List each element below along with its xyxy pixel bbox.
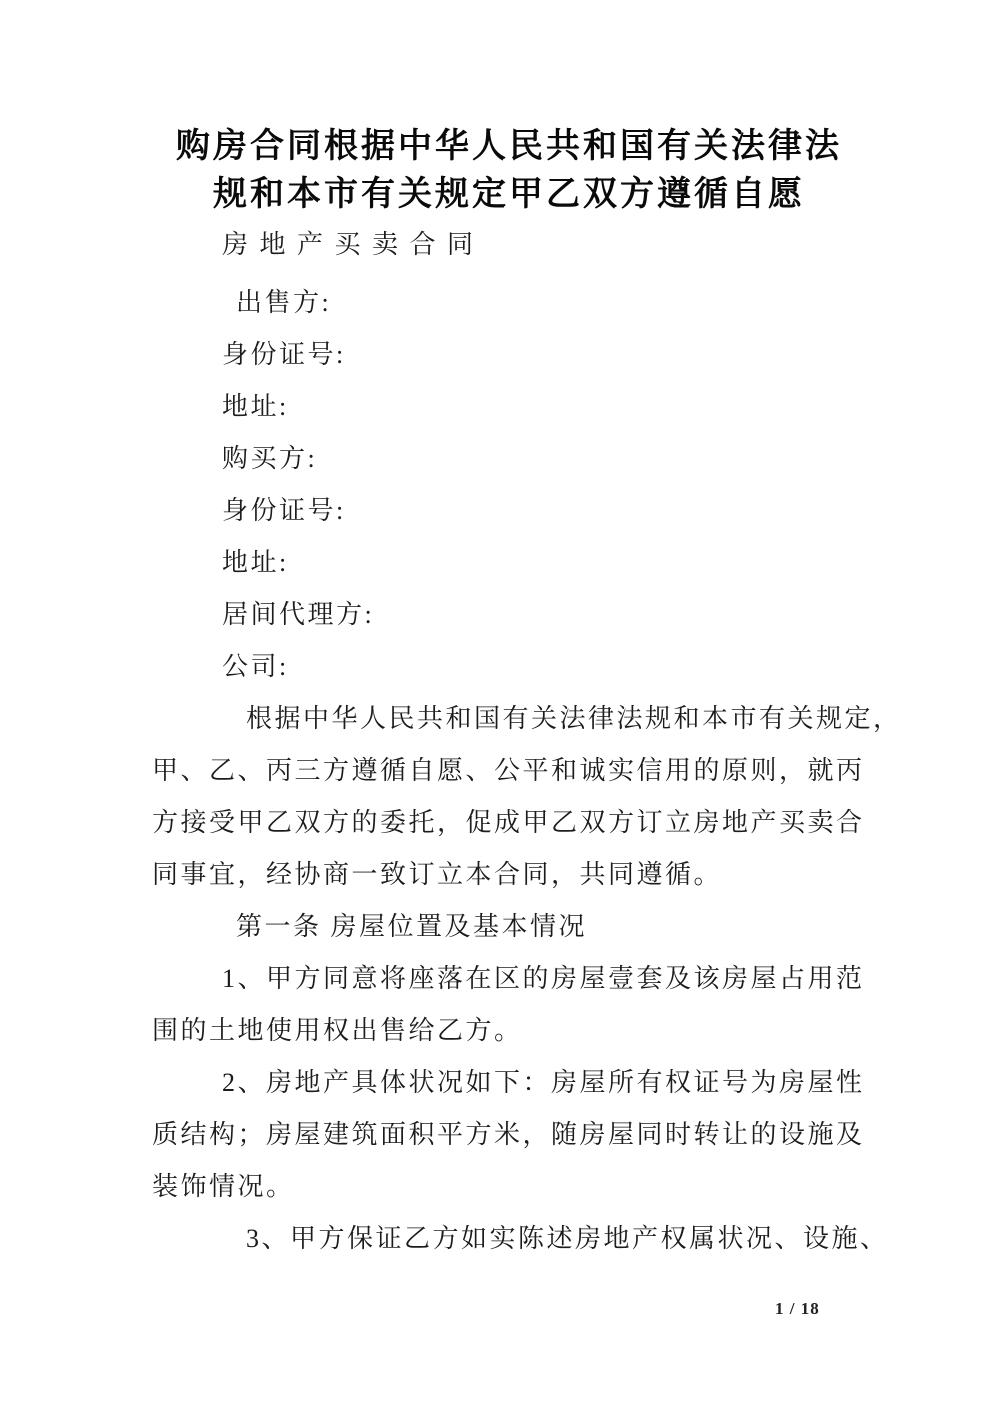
label-buyer-address: 地址: <box>222 548 289 577</box>
contract-title-line-1: 购房合同根据中华人民共和国有关法律法 <box>176 128 842 165</box>
article1-clause1-line-2: 围的土地使用权出售给乙方。 <box>152 1016 523 1045</box>
label-agent: 居间代理方: <box>222 600 375 629</box>
contract-title <box>152 123 866 219</box>
label-buyer: 购买方: <box>222 444 318 473</box>
contract-body <box>152 219 902 1265</box>
preamble-line-3: 方接受甲乙双方的委托，促成甲乙双方订立房地产买卖合 <box>152 808 865 837</box>
preamble-line-4: 同事宜，经协商一致订立本合同，共同遵循。 <box>152 860 723 889</box>
article1-heading: 第一条 房屋位置及基本情况 <box>236 912 588 941</box>
preamble-line-2: 甲、乙、丙三方遵循自愿、公平和诚实信用的原则，就丙 <box>152 756 865 785</box>
article1-clause2-line-3: 装饰情况。 <box>152 1172 295 1201</box>
label-company: 公司: <box>222 652 289 681</box>
article1-clause2-line-2: 质结构；房屋建筑面积平方米，随房屋同时转让的设施及 <box>152 1120 865 1149</box>
article1-clause1-line-1: 1、甲方同意将座落在区的房屋壹套及该房屋占用范 <box>222 964 865 993</box>
preamble-line-1: 根据中华人民共和国有关法律法规和本市有关规定， <box>246 704 902 733</box>
doc-subtitle: 房 地 产 买 卖 合 同 <box>222 230 476 259</box>
label-seller: 出售方: <box>236 288 332 317</box>
page-indicator: 1 / 18 <box>775 1299 820 1318</box>
label-seller-address: 地址: <box>222 392 289 421</box>
contract-title-line-2: 规和本市有关规定甲乙双方遵循自愿 <box>213 176 805 213</box>
article1-clause3-line-1: 3、甲方保证乙方如实陈述房地产权属状况、设施、 <box>246 1224 889 1253</box>
article1-clause2-line-1: 2、房地产具体状况如下：房屋所有权证号为房屋性 <box>222 1068 865 1097</box>
label-seller-id: 身份证号: <box>222 340 346 369</box>
label-buyer-id: 身份证号: <box>222 496 346 525</box>
